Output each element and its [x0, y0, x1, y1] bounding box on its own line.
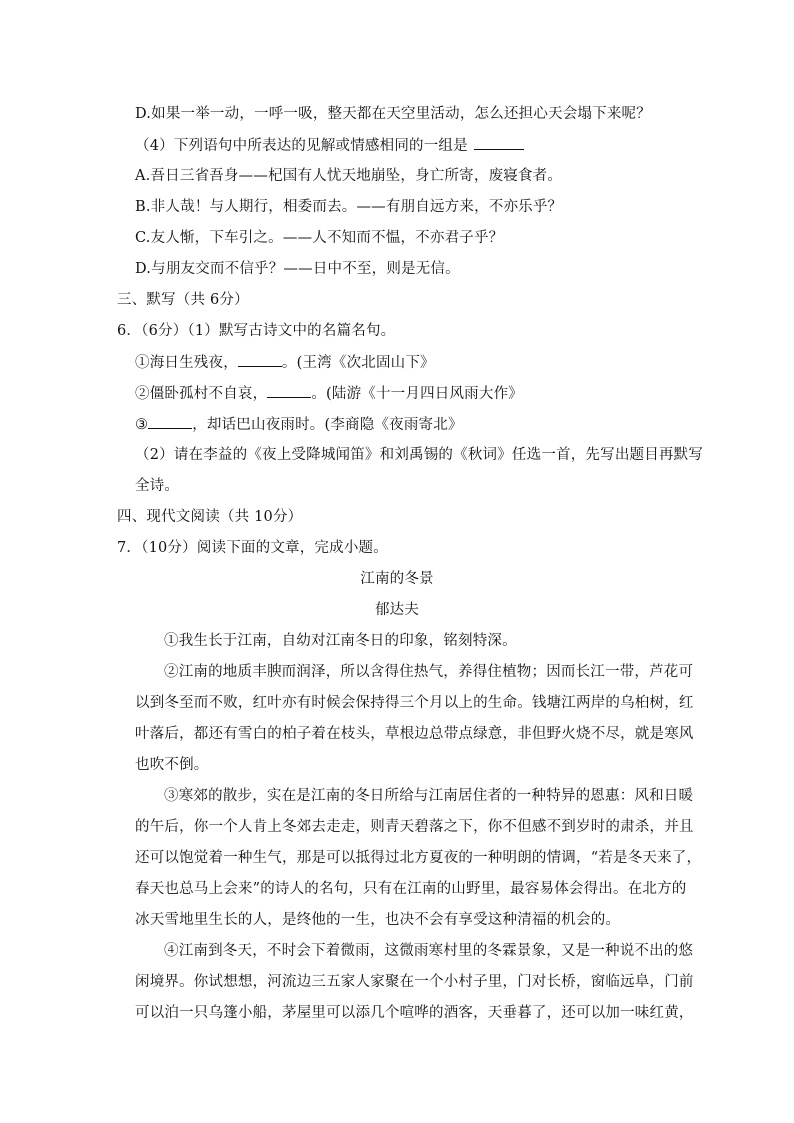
q6-line3: [135, 414, 463, 435]
article-title: 江南的冬景: [360, 571, 434, 587]
q5-option-a: A.吾日三省吾身——杞国有人忧天地崩坠，身亡所寄，废寝食者。: [135, 168, 563, 184]
paragraph-line: 闲境界。你试想想，河流边三五家人家聚在一个小村子里，门对长桥，窗临远阜，门前: [135, 974, 694, 990]
paragraph-line: 以到冬至而不败，红叶亦有时候会保持得三个月以上的生命。钱塘江两岸的乌桕树，红: [135, 695, 694, 711]
q5-option-d: D.如果一举一动，一呼一吸，整天都在天空里活动，怎么还担心天会塌下来呢？: [135, 106, 651, 122]
article-author: 郁达夫: [374, 602, 420, 618]
q5-sub4-row: [135, 135, 524, 156]
paragraph-line: 冰天雪地里生长的人，是终他的一生，也决不会有享受这种清福的机会的。: [135, 912, 621, 928]
paragraph-line: 还可以饱觉着一种生气，那是可以抵得过北方夏夜的一种明朗的情调，“若是冬天来了，: [135, 850, 702, 866]
q6-line1-text-a: ①海日生残夜，: [135, 355, 238, 371]
answer-blank: [148, 414, 192, 429]
section3-heading: 三、默写（共 6分）: [117, 292, 249, 308]
paragraph-line: 可以泊一只乌篷小船，茅屋里可以添几个喧哗的酒客，天垂暮了，还可以加一味红黄，: [135, 1005, 694, 1021]
paragraph-line: 叶落后，都还有雪白的柏子着在枝头，草根边总带点绿意，非但野火烧不尽，就是寒风: [135, 726, 694, 742]
paragraph-line: 的午后，你一个人肯上冬郊去走走，则青天碧落之下，你不但感不到岁时的肃杀，并且: [135, 819, 694, 835]
q5-sub4-stem: （4）下列语句中所表达的见解或情感相同的一组是: [135, 138, 468, 154]
q6-line2: [135, 383, 523, 404]
q6-stem: 6．（6分）（1）默写古诗文中的名篇名句。: [117, 323, 396, 339]
q5-option-b: B.非人哉！与人期行，相委而去。——有朋自远方来，不亦乐乎？: [135, 199, 563, 215]
paragraph-line: ④江南到冬天，不时会下着微雨，这微雨寒村里的冬霖景象，又是一种说不出的悠: [164, 943, 694, 959]
paragraph-line: ①我生长于江南，自幼对江南冬日的印象，铭刻特深。: [164, 633, 517, 649]
q6-line2-text-b: 。(陆游《十一月四日风雨大作》: [311, 386, 523, 402]
paragraph-line: ②江南的地质丰腴而润泽，所以含得住热气，养得住植物；因而长江一带，芦花可: [164, 664, 694, 680]
q7-stem: 7．（10分）阅读下面的文章，完成小题。: [117, 540, 388, 556]
q6-sub2-line1: （2）请在李益的《夜上受降城闻笛》和刘禹锡的《秋词》任选一首，先写出题目再默写: [135, 447, 704, 463]
paragraph-line: 也吹不倒。: [135, 757, 209, 773]
q6-line3-text-b: ，却话巴山夜雨时。(李商隐《夜雨寄北》: [192, 417, 463, 433]
answer-blank: [267, 383, 311, 398]
q6-line1: [135, 352, 435, 373]
q5-option-c: C.友人惭，下车引之。——人不知而不愠，不亦君子乎？: [135, 230, 504, 246]
section4-heading: 四、现代文阅读（共 10分）: [117, 509, 303, 525]
q6-line2-text-a: ②僵卧孤村不自哀，: [135, 386, 268, 402]
q6-line3-text-a: ③: [135, 417, 149, 433]
paragraph-line: 春天也总马上会来”的诗人的名句，只有在江南的山野里，最容易体会得出。在北方的: [135, 881, 687, 897]
q5-option-d2: D.与朋友交而不信乎？——日中不至，则是无信。: [135, 261, 460, 277]
q6-line1-text-b: 。(王湾《次北固山下》: [281, 355, 435, 371]
answer-blank: [238, 352, 282, 367]
answer-blank: [474, 135, 524, 150]
q6-sub2-line2: 全诗。: [135, 478, 180, 494]
paragraph-line: ③寒郊的散步，实在是江南的冬日所给与江南居住者的一种特异的恩惠：风和日暖: [164, 788, 694, 804]
